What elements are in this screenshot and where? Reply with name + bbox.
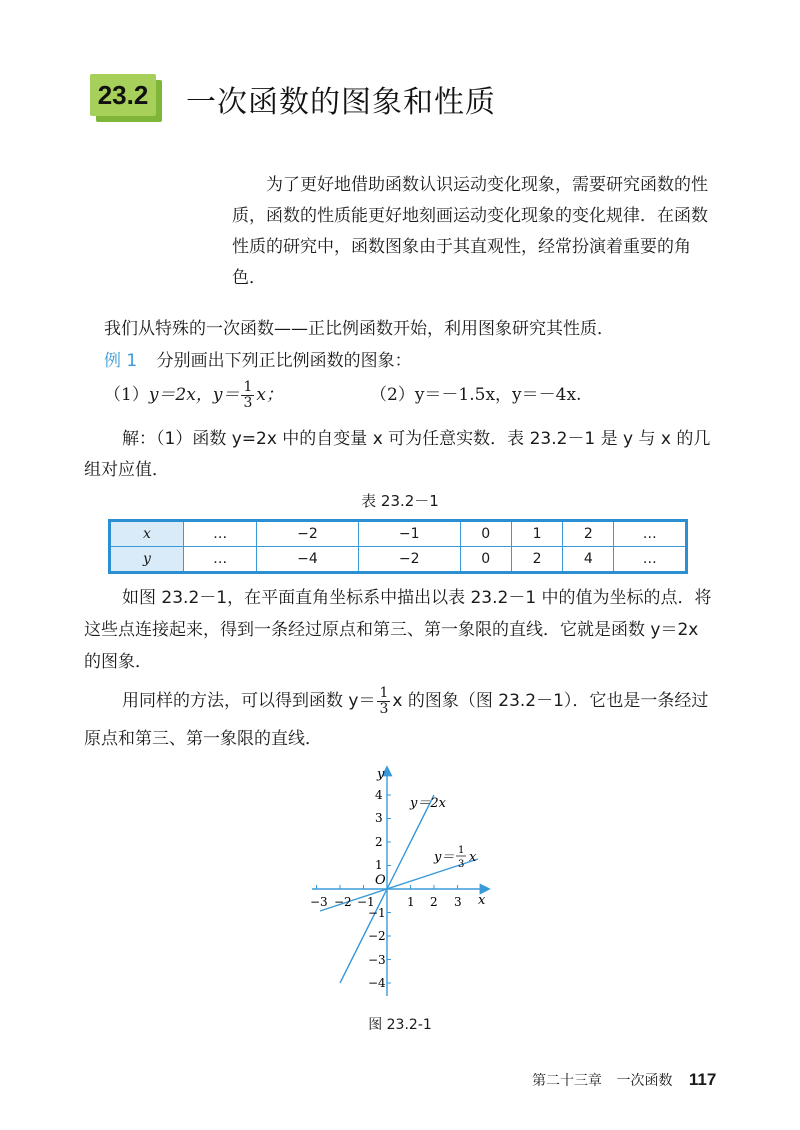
- table-cell: 1: [511, 522, 562, 547]
- table-row-header: y: [111, 547, 184, 572]
- table-cell: −4: [257, 547, 359, 572]
- example-label: 例 1: [104, 351, 138, 371]
- table-cell: 2: [511, 547, 562, 572]
- section-number-badge: 23.2: [90, 74, 156, 116]
- fraction-one-third: [241, 380, 254, 411]
- footer-title: 一次函数: [616, 1073, 673, 1089]
- figure-caption: 图 23.2-1: [368, 1017, 432, 1033]
- fraction-denominator: 3: [379, 700, 389, 717]
- part1-func-c: x；: [256, 385, 283, 405]
- intro-text: 为了更好地借助函数认识运动变化现象，需要研究函数的性质，函数的性质能更好地刻画运动变化现象的变化规律．在函数性质的研究中，函数图象由于其直观性，经常扮演着重要的角色．: [232, 175, 708, 288]
- coordinate-graph: [300, 760, 500, 1000]
- table-cell: −1: [358, 522, 460, 547]
- page-number: 117: [688, 1070, 717, 1089]
- solution-paragraph: [84, 424, 714, 486]
- x-tick-label: −1: [357, 895, 375, 909]
- x-tick-label: −3: [310, 895, 328, 909]
- x-axis-label: x: [478, 893, 486, 908]
- solution-text: 解：（1）函数 y=2x 中的自变量 x 可为任意实数．表 23.2－1 是 y 与 x 的几组对应值．: [84, 429, 711, 480]
- line2-label-denominator: 3: [458, 859, 465, 870]
- y-tick-label: 2: [375, 835, 383, 849]
- part1-func-a: y＝2x，: [148, 385, 213, 405]
- table-cell: …: [184, 522, 257, 547]
- table-cell: …: [184, 547, 257, 572]
- paragraph-same-method: [84, 682, 714, 758]
- fraction-numerator: 1: [379, 684, 389, 701]
- example-header: [104, 346, 412, 371]
- table-row-x: [111, 522, 685, 547]
- line2-label-suffix: x: [469, 850, 477, 865]
- line1-label: y＝2x: [410, 796, 446, 811]
- table-cell: 0: [460, 522, 511, 547]
- paragraph-graph-description: [84, 582, 714, 678]
- paragraph-4-after: x 的图象（图 23.2－1）．它也是一条经过原点和第三、第一象限的直线．: [84, 691, 709, 749]
- value-table: [108, 519, 688, 574]
- table-row-header: x: [111, 522, 184, 547]
- table-cell: −2: [358, 547, 460, 572]
- line2-label-prefix: y＝: [434, 850, 455, 865]
- table-cell: −2: [257, 522, 359, 547]
- lead-sentence: 我们从特殊的一次函数——正比例函数开始，利用图象研究其性质．: [104, 319, 614, 339]
- fraction-one-third: [377, 686, 390, 717]
- page-footer: [532, 1070, 716, 1090]
- origin-label: O: [375, 873, 386, 888]
- part1-func-b: y＝: [212, 385, 240, 405]
- x-tick-label: −2: [334, 895, 352, 909]
- table-cell: …: [614, 522, 685, 547]
- example-part-2: （2）y＝－1.5x，y＝－4x.: [370, 385, 582, 405]
- table-cell: 4: [563, 547, 614, 572]
- table-caption: 表 23.2－1: [361, 492, 439, 510]
- table-cell: 0: [460, 547, 511, 572]
- y-tick-label: 3: [375, 811, 383, 825]
- example-part-1: [104, 380, 283, 411]
- footer-chapter: 第二十三章: [532, 1073, 602, 1089]
- fraction-denominator: 3: [243, 395, 253, 411]
- x-tick-label: 3: [454, 895, 462, 909]
- part1-prefix: （1）: [104, 385, 149, 405]
- table-cell: …: [642, 551, 657, 567]
- y-tick-label: 1: [375, 858, 383, 872]
- y-tick-label: −1: [368, 906, 386, 920]
- x-tick-label: 1: [407, 895, 415, 909]
- x-tick-label: 2: [430, 895, 438, 909]
- fraction-numerator: 1: [243, 379, 253, 395]
- y-axis-label: y: [377, 767, 385, 782]
- y-tick-label: −2: [368, 929, 386, 943]
- intro-paragraph: [232, 170, 710, 294]
- y-tick-label: −3: [368, 953, 386, 967]
- y-tick-label: 4: [375, 788, 383, 802]
- paragraph-4-before: 用同样的方法，可以得到函数 y＝: [122, 691, 376, 711]
- example-prompt: 分别画出下列正比例函数的图象：: [156, 351, 412, 371]
- table-cell: 2: [563, 522, 614, 547]
- line2-label-numerator: 1: [458, 845, 465, 856]
- section-title: 一次函数的图象和性质: [186, 85, 496, 120]
- table-row-y: [111, 547, 685, 572]
- y-tick-label: −4: [368, 976, 386, 990]
- paragraph-3-text: 如图 23.2－1，在平面直角坐标系中描出以表 23.2－1 中的值为坐标的点．将这些点连接起来，得到一条经过原点和第三、第一象限的直线．它就是函数 y＝2x 的图象．: [84, 588, 712, 672]
